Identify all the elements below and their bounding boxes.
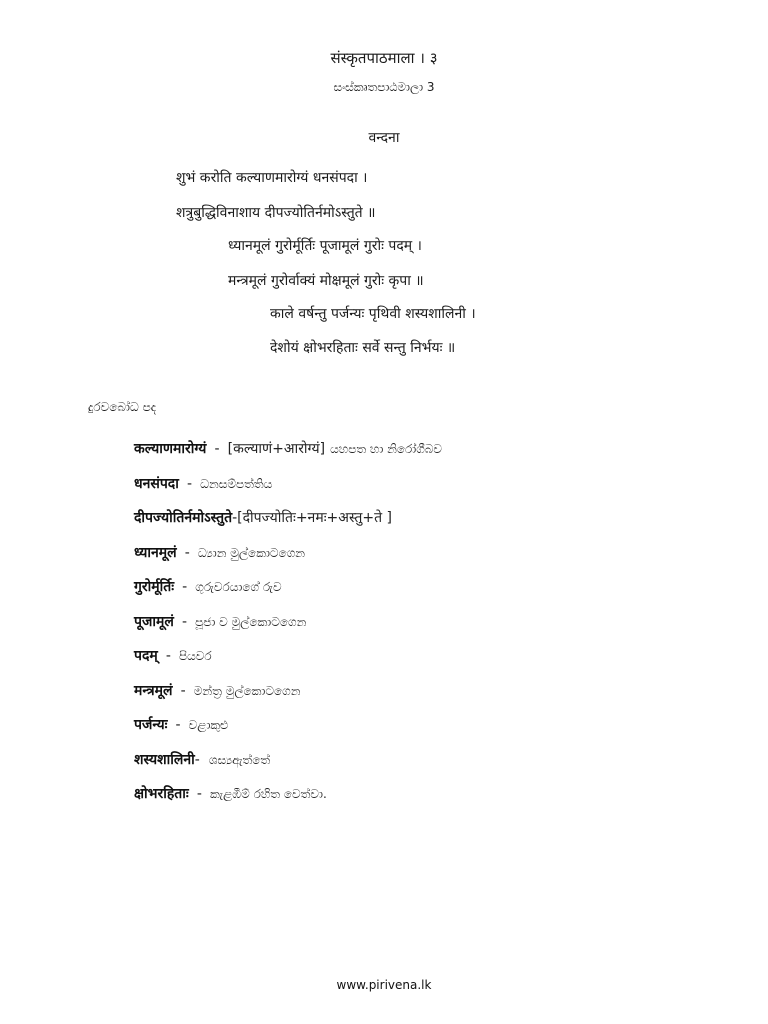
glossary-separator: - — [196, 786, 202, 802]
glossary-separator: - — [180, 682, 186, 699]
glossary-separator: - — [214, 441, 220, 457]
glossary-meaning: ධ්‍යාන මුල්කොටගෙන — [197, 545, 306, 560]
glossary-meaning: පූජා ව මුල්කොටගෙන — [195, 614, 307, 629]
glossary-term: पदम् — [134, 648, 158, 664]
glossary-split: [कल्याणं+आरोग्यं] — [227, 441, 326, 457]
glossary-list — [134, 438, 442, 818]
glossary-meaning: වළාකුළු — [188, 718, 229, 732]
glossary-item — [134, 749, 442, 784]
glossary-item — [134, 507, 442, 542]
glossary-item — [134, 576, 442, 611]
verse-line: देशोयं क्षोभरहिताः सर्वे सन्तु निर्भयः ॥ — [270, 340, 456, 356]
glossary-meaning: මන්ත්‍ර මුල්කොටගෙන — [193, 683, 301, 698]
verse-line: ध्यानमूलं गुरोर्मूर्तिः पूजामूलं गुरोः पदम् । — [228, 238, 422, 254]
glossary-meaning: ගුරුවරයාගේ රුව — [195, 580, 282, 594]
glossary-meaning: කැළඹීම් රහිත වෙත්වා. — [209, 787, 327, 801]
glossary-title: දුරවබෝධ පද — [88, 400, 157, 414]
glossary-meaning: පියවර — [179, 649, 212, 663]
glossary-term: गुरोर्मूर्तिः — [134, 579, 175, 595]
glossary-item — [134, 542, 442, 577]
glossary-split: [दीपज्योतिः+नमः+अस्तु+ते ] — [237, 510, 392, 526]
glossary-term: कल्याणमारोग्यं — [134, 441, 207, 457]
glossary-term: मन्त्रमूलं — [134, 682, 173, 699]
glossary-item — [134, 473, 442, 508]
glossary-term: ध्यानमूलं — [134, 544, 177, 561]
glossary-separator: - — [184, 544, 190, 561]
glossary-meaning: ධනසම්පත්තිය — [200, 476, 273, 491]
glossary-separator: - — [165, 648, 171, 664]
glossary-separator: - — [182, 579, 188, 595]
glossary-term: धनसंपदा — [134, 475, 179, 492]
glossary-item — [134, 783, 442, 818]
glossary-item — [134, 714, 442, 749]
glossary-term: पूजामूलं — [134, 613, 174, 630]
vandana-heading: वन्दना — [368, 130, 400, 146]
verse-line: शत्रुबुद्धिविनाशाय दीपज्योतिर्नमोऽस्तुते ॥ — [176, 205, 376, 221]
glossary-separator: - — [186, 475, 193, 492]
glossary-meaning: යහපත හා නිරෝගීබව — [330, 442, 443, 456]
page-title-sinhala: සංස්කෘතපාඨමාලා 3 — [333, 80, 435, 94]
glossary-separator: - — [175, 717, 181, 733]
glossary-term: क्षोभरहिताः — [134, 786, 189, 802]
page-title-devanagari: संस्कृतपाठमाला । ३ — [330, 49, 438, 67]
glossary-term: दीपज्योतिर्नमोऽस्तुते — [134, 510, 233, 526]
glossary-item — [134, 645, 442, 680]
footer-website: www.pirivena.lk — [336, 978, 432, 992]
verse-line: काले वर्षन्तु पर्जन्यः पृथिवी शस्यशालिनी । — [270, 306, 476, 322]
glossary-separator: - — [181, 613, 187, 630]
glossary-separator: - — [194, 751, 200, 768]
glossary-meaning: ශස්‍යඇත්තේ — [208, 752, 271, 767]
glossary-term: शस्यशालिनी — [134, 751, 195, 768]
glossary-item — [134, 680, 442, 715]
glossary-term: पर्जन्यः — [134, 717, 168, 733]
glossary-item — [134, 438, 442, 473]
glossary-separator: - — [232, 510, 238, 526]
verse-line: मन्त्रमूलं गुरोर्वाक्यं मोक्षमूलं गुरोः कृपा ॥ — [228, 273, 424, 289]
verse-line: शुभं करोति कल्याणमारोग्यं धनसंपदा । — [176, 170, 368, 186]
glossary-item — [134, 611, 442, 646]
